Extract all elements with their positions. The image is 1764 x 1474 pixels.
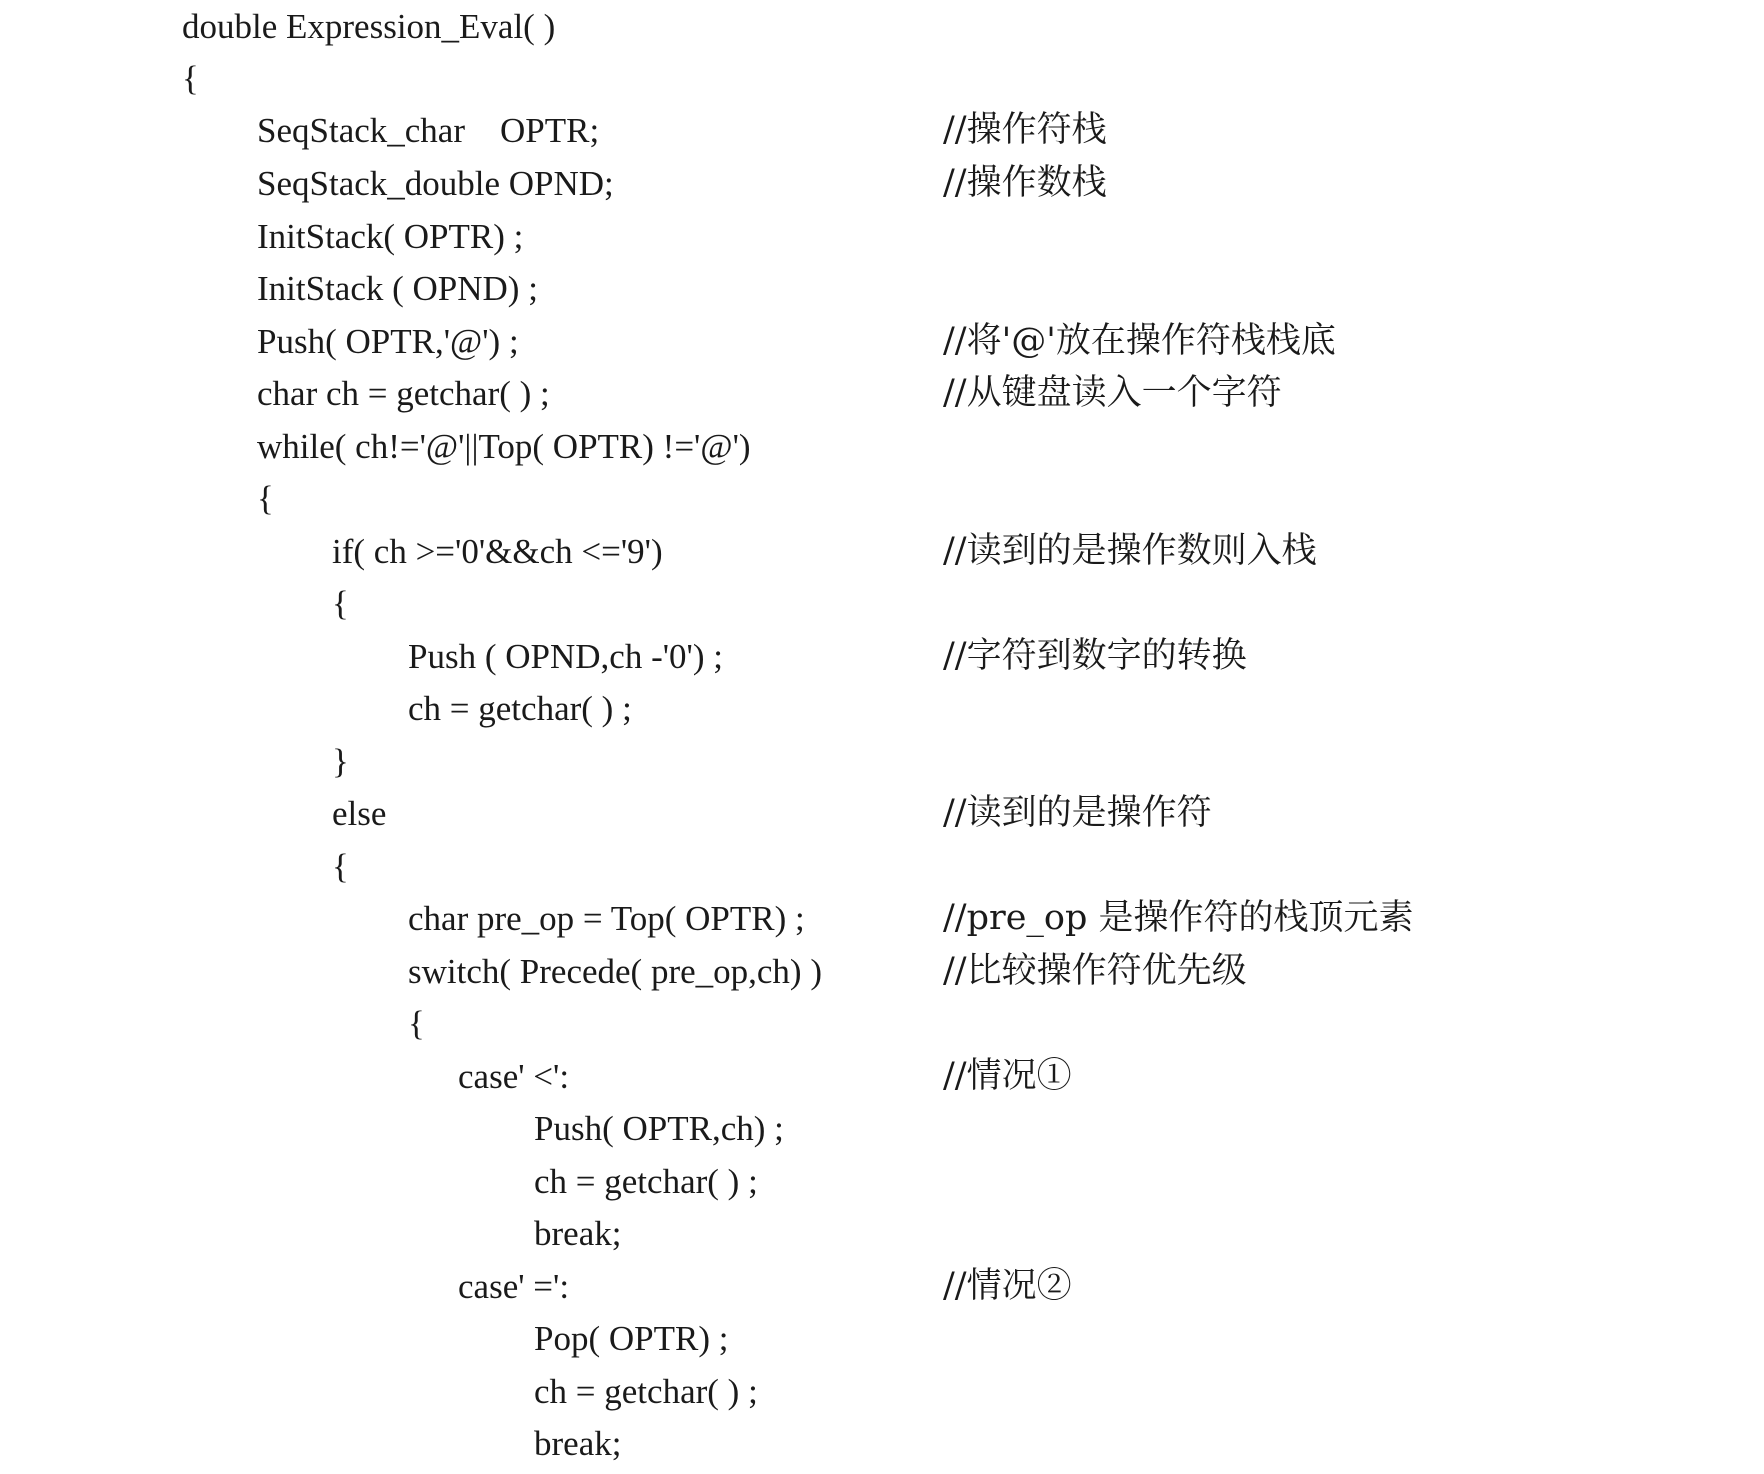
code-text: }: [332, 742, 349, 781]
code-line-18: [0, 892, 1764, 945]
code-comment: //操作符栈: [943, 110, 1107, 150]
code-text: {: [332, 584, 349, 623]
code-comment: //读到的是操作符: [943, 793, 1212, 833]
code-line-9: [0, 420, 1764, 473]
code-line-26: [0, 1312, 1764, 1365]
code-text: if( ch >='0'&&ch <='9'): [332, 532, 663, 571]
code-line-4: [0, 157, 1764, 210]
code-text: break;: [534, 1214, 622, 1253]
code-text: while( ch!='@'||Top( OPTR) !='@'): [257, 427, 751, 466]
code-text: char ch = getchar( ) ;: [257, 374, 550, 413]
code-line-23: [0, 1155, 1764, 1208]
code-comment: //将'@'放在操作符栈栈底: [943, 321, 1336, 361]
code-line-27: [0, 1365, 1764, 1418]
code-text: else: [332, 794, 387, 833]
code-line-20: [0, 997, 1764, 1050]
code-line-24: [0, 1207, 1764, 1260]
code-text: InitStack ( OPND) ;: [257, 269, 538, 308]
code-line-7: [0, 315, 1764, 368]
code-text: {: [182, 59, 199, 98]
code-comment: //情况②: [943, 1266, 1072, 1306]
code-text: Push( OPTR,ch) ;: [534, 1109, 784, 1148]
code-text: break;: [534, 1424, 622, 1463]
code-text: char pre_op = Top( OPTR) ;: [408, 899, 805, 938]
code-comment: //比较操作符优先级: [943, 951, 1247, 991]
code-line-21: [0, 1050, 1764, 1103]
code-comment: //pre_op 是操作符的栈顶元素: [943, 898, 1414, 938]
code-comment: //情况①: [943, 1056, 1072, 1096]
code-comment: //读到的是操作数则入栈: [943, 531, 1317, 571]
code-comment: //从键盘读入一个字符: [943, 373, 1282, 413]
code-line-6: [0, 262, 1764, 315]
code-line-25: [0, 1260, 1764, 1313]
code-text: SeqStack_double OPND;: [257, 164, 614, 203]
code-comment: //操作数栈: [943, 163, 1107, 203]
code-line-12: [0, 577, 1764, 630]
code-text: {: [408, 1004, 425, 1043]
code-text: Push ( OPND,ch -'0') ;: [408, 637, 723, 676]
code-line-5: [0, 210, 1764, 263]
code-text: ch = getchar( ) ;: [534, 1162, 758, 1201]
code-comment: //字符到数字的转换: [943, 636, 1247, 676]
code-line-16: [0, 787, 1764, 840]
code-text: Push( OPTR,'@') ;: [257, 322, 519, 361]
code-text: ch = getchar( ) ;: [408, 689, 632, 728]
code-line-28: [0, 1417, 1764, 1470]
code-line-13: [0, 630, 1764, 683]
code-text: case' <':: [458, 1057, 570, 1096]
code-line-2: [0, 52, 1764, 105]
code-line-8: [0, 367, 1764, 420]
code-line-15: [0, 735, 1764, 788]
code-text: ch = getchar( ) ;: [534, 1372, 758, 1411]
code-line-11: [0, 525, 1764, 578]
code-line-14: [0, 682, 1764, 735]
code-line-22: [0, 1102, 1764, 1155]
code-text: double Expression_Eval( ): [182, 7, 556, 46]
code-line-17: [0, 840, 1764, 893]
code-line-3: [0, 104, 1764, 157]
code-text: {: [257, 479, 274, 518]
code-line-19: [0, 945, 1764, 998]
code-text: InitStack( OPTR) ;: [257, 217, 524, 256]
code-text: Pop( OPTR) ;: [534, 1319, 729, 1358]
code-text: {: [332, 847, 349, 886]
code-text: SeqStack_char OPTR;: [257, 111, 600, 150]
code-line-10: [0, 472, 1764, 525]
code-line-1: [0, 0, 1764, 53]
code-text: switch( Precede( pre_op,ch) ): [408, 952, 822, 991]
code-text: case' =':: [458, 1267, 570, 1306]
